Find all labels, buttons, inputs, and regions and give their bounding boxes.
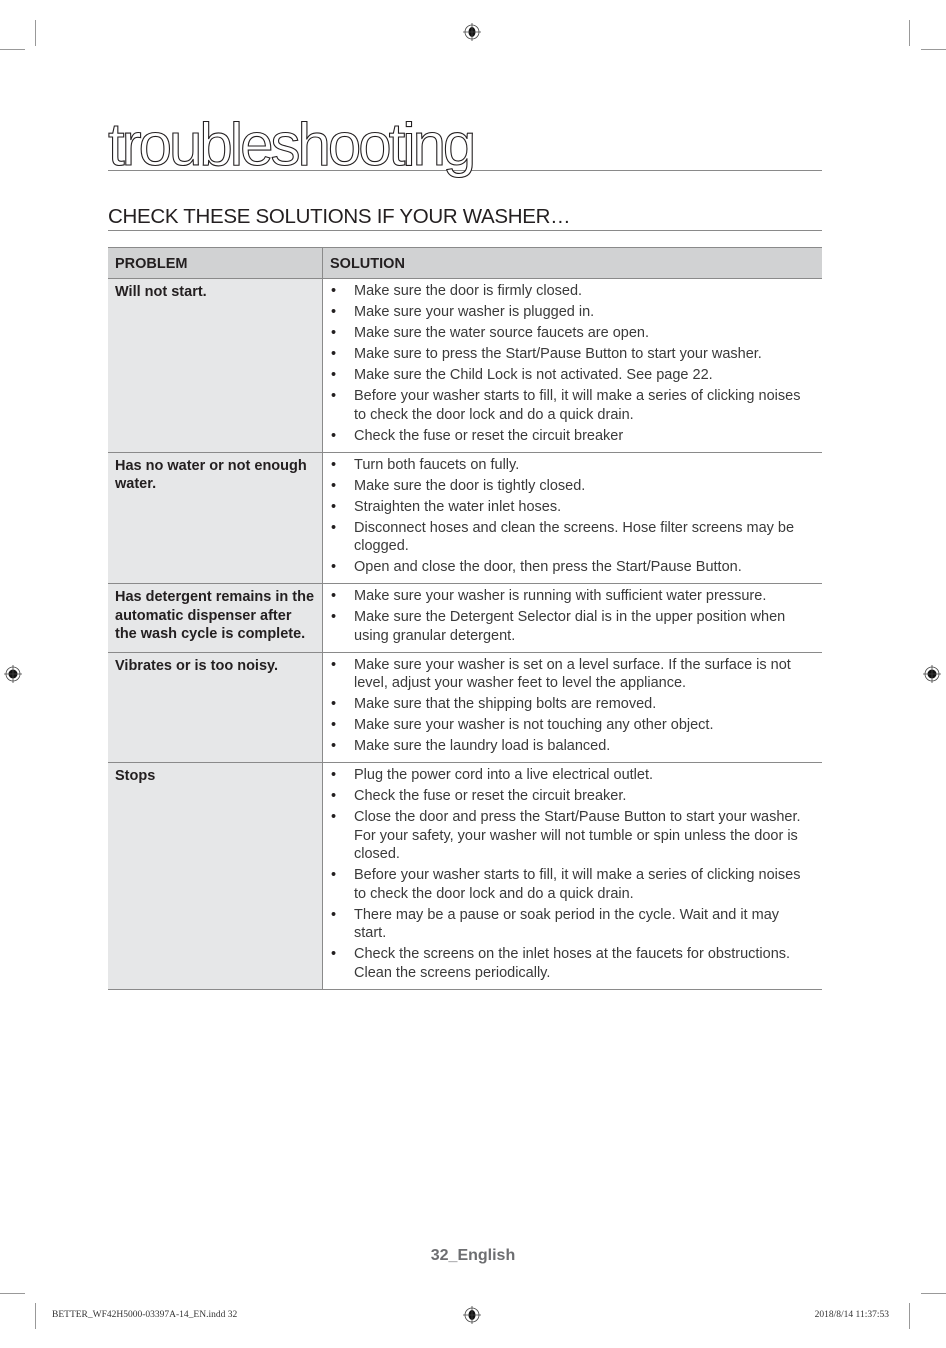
problem-cell: Has no water or not enough water. [108, 452, 323, 584]
table-header-row [108, 248, 822, 279]
solution-item: • Plug the power cord into a live electrical outlet. [331, 766, 814, 785]
problem-cell: Will not start. [108, 279, 323, 453]
solution-item: • Before your washer starts to fill, it will make a series of clicking noises to check the door lock and do a quick drain. [331, 866, 814, 903]
solution-cell [323, 584, 823, 653]
solution-item: • Make sure the water source faucets are open. [331, 324, 814, 343]
solution-item: • Make sure your washer is not touching any other object. [331, 716, 814, 735]
section-heading: CHECK THESE SOLUTIONS IF YOUR WASHER… [108, 204, 822, 231]
crop-mark [909, 20, 910, 46]
registration-mark-icon [922, 664, 942, 684]
slug-filename: BETTER_WF42H5000-03397A-14_EN.indd 32 [52, 1310, 238, 1320]
crop-mark [35, 1303, 36, 1329]
solution-list [331, 456, 814, 577]
solution-cell [323, 452, 823, 584]
crop-mark [0, 49, 25, 50]
safety-note: For your safety, your washer will not tumble or spin unless the door is closed. [354, 827, 798, 862]
problem-cell: Stops [108, 763, 323, 990]
solution-list [331, 766, 814, 982]
solution-item: • Check the screens on the inlet hoses at the faucets for obstructions. Clean the screens periodically. [331, 945, 814, 982]
crop-mark [921, 1293, 946, 1294]
header-solution: SOLUTION [323, 248, 823, 279]
solution-item: • Straighten the water inlet hoses. [331, 498, 814, 517]
solution-item: • Disconnect hoses and clean the screens. Hose filter screens may be clogged. [331, 519, 814, 556]
solution-item: • Make sure the Child Lock is not activated. See page 22. [331, 366, 814, 385]
table-row [108, 584, 822, 653]
registration-mark-icon [3, 664, 23, 684]
solution-item: • Check the fuse or reset the circuit breaker. [331, 787, 814, 806]
crop-mark [909, 1303, 910, 1329]
table-row [108, 452, 822, 584]
crop-mark [35, 20, 36, 46]
solution-cell [323, 763, 823, 990]
registration-mark-icon [462, 1305, 482, 1325]
solution-item: • Make sure your washer is running with sufficient water pressure. [331, 587, 814, 606]
slug-datetime: 2018/8/14 11:37:53 [814, 1310, 889, 1320]
solution-item: • Make sure to press the Start/Pause Button to start your washer. [331, 345, 814, 364]
solution-item [331, 808, 814, 864]
solution-item: • There may be a pause or soak period in the cycle. Wait and it may start. [331, 906, 814, 943]
header-problem: PROBLEM [108, 248, 323, 279]
solution-item: • Make sure your washer is plugged in. [331, 303, 814, 322]
troubleshooting-table [108, 247, 822, 990]
solution-item: • Make sure the door is firmly closed. [331, 282, 814, 301]
crop-mark [921, 49, 946, 50]
solution-item-text: Close the door and press the Start/Pause Button to start your washer. [354, 809, 801, 825]
table-row [108, 763, 822, 990]
page-title: troubleshooting [108, 112, 822, 171]
crop-mark [0, 1293, 25, 1294]
table-row [108, 279, 822, 453]
solution-item: • Make sure the Detergent Selector dial is in the upper position when using granular detergent. [331, 608, 814, 645]
registration-mark-icon [462, 22, 482, 42]
solution-item: • Make sure the laundry load is balanced. [331, 737, 814, 756]
solution-cell [323, 652, 823, 763]
page-number: 32_English [430, 1247, 516, 1264]
problem-cell: Has detergent remains in the automatic dispenser after the wash cycle is complete. [108, 584, 323, 653]
problem-cell: Vibrates or is too noisy. [108, 652, 323, 763]
solution-item: • Open and close the door, then press the Start/Pause Button. [331, 558, 814, 577]
solution-item: • Make sure the door is tightly closed. [331, 477, 814, 496]
solution-item: • Check the fuse or reset the circuit breaker [331, 427, 814, 446]
solution-list [331, 587, 814, 645]
solution-list [331, 282, 814, 445]
solution-list [331, 656, 814, 756]
table-row [108, 652, 822, 763]
solution-item: • Make sure that the shipping bolts are removed. [331, 695, 814, 714]
solution-item: • Make sure your washer is set on a level surface. If the surface is not level, adjust your washer feet to level the appliance. [331, 656, 814, 693]
solution-item: • Turn both faucets on fully. [331, 456, 814, 475]
solution-cell [323, 279, 823, 453]
solution-item: • Before your washer starts to fill, it will make a series of clicking noises to check the door lock and do a quick drain. [331, 387, 814, 424]
